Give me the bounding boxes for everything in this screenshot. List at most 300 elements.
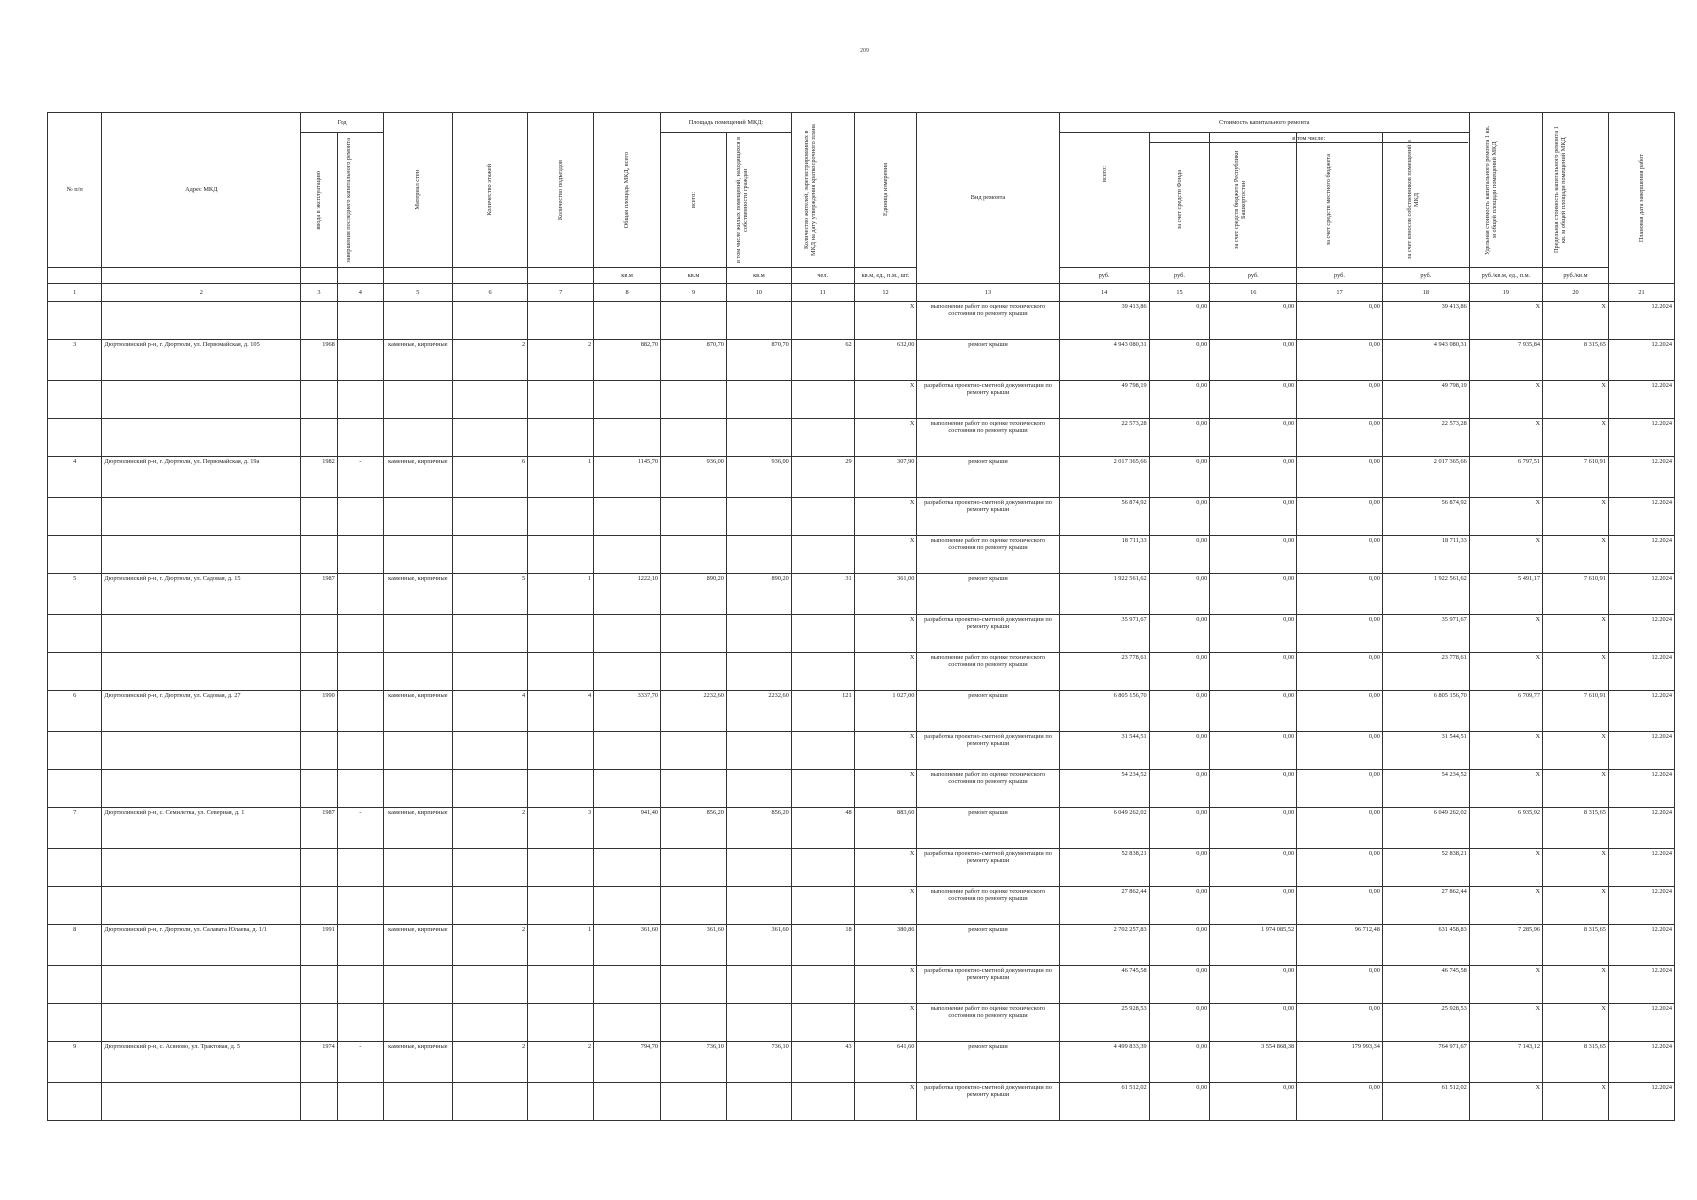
column-number: 10	[726, 284, 791, 302]
address-cell	[102, 1083, 301, 1121]
premises-area-cell	[661, 1083, 727, 1121]
address-cell	[102, 653, 301, 691]
residents-cell	[791, 615, 854, 653]
entrances-cell: 1	[528, 925, 594, 966]
cost-owners-cell: 56 874,92	[1382, 498, 1469, 536]
residents-cell	[791, 849, 854, 887]
cost-fund-cell: 0,00	[1149, 966, 1210, 1004]
header-incl: в том числе:	[1149, 135, 1468, 143]
address-cell	[102, 770, 301, 808]
header-num: № п/п	[48, 113, 102, 268]
last-repair-cell	[337, 849, 383, 887]
last-repair-cell	[337, 302, 383, 340]
cost-total-cell: 31 544,51	[1059, 732, 1149, 770]
wall-material-cell	[383, 653, 452, 691]
deadline-cell: 12.2024	[1608, 849, 1674, 887]
wall-material-cell: каменные, кирпичные	[383, 808, 452, 849]
table-row	[48, 536, 1675, 574]
cost-republic-cell: 0,00	[1210, 808, 1297, 849]
specific-cost-cell: X	[1469, 732, 1542, 770]
residents-cell	[791, 653, 854, 691]
max-cost-cell: X	[1543, 381, 1609, 419]
row-number: 5	[48, 574, 102, 615]
living-area-cell: 856,20	[726, 808, 791, 849]
work-type-cell: ремонт крыши	[917, 340, 1059, 381]
max-cost-cell: 8 315,65	[1543, 925, 1609, 966]
quantity-cell: 380,86	[854, 925, 917, 966]
floors-cell: 5	[452, 574, 527, 615]
cost-republic-cell: 0,00	[1210, 966, 1297, 1004]
cost-local-cell: 0,00	[1297, 536, 1383, 574]
year-cell	[301, 1083, 338, 1121]
total-area-cell	[594, 536, 661, 574]
max-cost-cell: X	[1543, 887, 1609, 925]
premises-area-cell: 736,10	[661, 1042, 727, 1083]
cost-fund-cell: 0,00	[1149, 536, 1210, 574]
header-year-group: Год	[301, 113, 384, 133]
last-repair-cell	[337, 536, 383, 574]
deadline-cell: 12.2024	[1608, 340, 1674, 381]
cost-fund-cell: 0,00	[1149, 457, 1210, 498]
cost-fund-cell: 0,00	[1149, 498, 1210, 536]
cost-owners-cell: 25 928,53	[1382, 1004, 1469, 1042]
floors-cell	[452, 1083, 527, 1121]
unit-cell: чел.	[791, 268, 854, 284]
premises-area-cell	[661, 966, 727, 1004]
deadline-cell: 12.2024	[1608, 457, 1674, 498]
row-number	[48, 1083, 102, 1121]
quantity-cell: X	[854, 498, 917, 536]
living-area-cell	[726, 887, 791, 925]
premises-area-cell	[661, 536, 727, 574]
address-cell	[102, 381, 301, 419]
cost-total-cell: 22 573,28	[1059, 419, 1149, 457]
specific-cost-cell: X	[1469, 1004, 1542, 1042]
entrances-cell	[528, 419, 594, 457]
premises-area-cell	[661, 615, 727, 653]
premises-area-cell	[661, 849, 727, 887]
wall-material-cell: каменные, кирпичные	[383, 925, 452, 966]
address-cell: Дюртюлинский р-н, г. Дюртюли, ул. Садовая, д. 27	[102, 691, 301, 732]
living-area-cell	[726, 419, 791, 457]
deadline-cell: 12.2024	[1608, 1042, 1674, 1083]
specific-cost-cell: X	[1469, 381, 1542, 419]
premises-area-cell	[661, 498, 727, 536]
cost-republic-cell: 0,00	[1210, 381, 1297, 419]
work-type-cell: ремонт крыши	[917, 808, 1059, 849]
cost-total-cell: 27 862,44	[1059, 887, 1149, 925]
floors-cell	[452, 1004, 527, 1042]
cost-total-cell: 2 702 257,83	[1059, 925, 1149, 966]
living-area-cell	[726, 732, 791, 770]
quantity-cell: 361,00	[854, 574, 917, 615]
address-cell	[102, 966, 301, 1004]
work-type-cell: выполнение работ по оценке технического состояния по ремонту крыши	[917, 653, 1059, 691]
wall-material-cell: каменные, кирпичные	[383, 457, 452, 498]
entrances-cell: 3	[528, 808, 594, 849]
floors-cell	[452, 381, 527, 419]
max-cost-cell: 7 610,91	[1543, 457, 1609, 498]
residents-cell	[791, 770, 854, 808]
residents-cell	[791, 1004, 854, 1042]
total-area-cell	[594, 770, 661, 808]
max-cost-cell: X	[1543, 536, 1609, 574]
entrances-cell: 1	[528, 457, 594, 498]
specific-cost-cell: 6 709,77	[1469, 691, 1542, 732]
living-area-cell	[726, 653, 791, 691]
cost-local-cell: 0,00	[1297, 849, 1383, 887]
row-number	[48, 770, 102, 808]
quantity-cell: 883,60	[854, 808, 917, 849]
unit-cell: руб.	[1059, 268, 1149, 284]
floors-cell: 2	[452, 1042, 527, 1083]
header-max-cost: Предельная стоимость капитального ремонта 1 кв. м общей площади помещений МКД	[1553, 126, 1568, 254]
deadline-cell: 12.2024	[1608, 887, 1674, 925]
living-area-cell	[726, 1004, 791, 1042]
column-number: 1	[48, 284, 102, 302]
cost-local-cell: 179 993,34	[1297, 1042, 1383, 1083]
header-cost-group: Стоимость капитального ремонта	[1059, 113, 1469, 133]
floors-cell	[452, 536, 527, 574]
table-row	[48, 574, 1675, 615]
year-cell	[301, 419, 338, 457]
residents-cell: 62	[791, 340, 854, 381]
total-area-cell: 882,70	[594, 340, 661, 381]
residents-cell	[791, 498, 854, 536]
header-work-type: Вид ремонта	[917, 113, 1059, 284]
floors-cell	[452, 498, 527, 536]
column-number: 21	[1608, 284, 1674, 302]
quantity-cell: X	[854, 887, 917, 925]
column-number: 11	[791, 284, 854, 302]
cost-local-cell: 0,00	[1297, 419, 1383, 457]
premises-area-cell: 2232,60	[661, 691, 727, 732]
specific-cost-cell: X	[1469, 536, 1542, 574]
year-cell: 1987	[301, 574, 338, 615]
row-number	[48, 966, 102, 1004]
table-row	[48, 1083, 1675, 1121]
cost-republic-cell: 0,00	[1210, 498, 1297, 536]
living-area-cell	[726, 498, 791, 536]
quantity-cell: X	[854, 419, 917, 457]
cost-local-cell: 0,00	[1297, 1004, 1383, 1042]
work-type-cell: ремонт крыши	[917, 457, 1059, 498]
total-area-cell	[594, 381, 661, 419]
row-number: 7	[48, 808, 102, 849]
column-number: 15	[1149, 284, 1210, 302]
column-number: 12	[854, 284, 917, 302]
living-area-cell: 870,70	[726, 340, 791, 381]
cost-fund-cell: 0,00	[1149, 925, 1210, 966]
entrances-cell	[528, 966, 594, 1004]
specific-cost-cell: 6 797,51	[1469, 457, 1542, 498]
specific-cost-cell: X	[1469, 849, 1542, 887]
floors-cell	[452, 419, 527, 457]
quantity-cell: X	[854, 1004, 917, 1042]
floors-cell	[452, 849, 527, 887]
total-area-cell	[594, 653, 661, 691]
work-type-cell: разработка проектно-сметной документации по ремонту крыши	[917, 966, 1059, 1004]
deadline-cell: 12.2024	[1608, 808, 1674, 849]
cost-fund-cell: 0,00	[1149, 302, 1210, 340]
address-cell	[102, 302, 301, 340]
unit-cell: кв.м	[661, 268, 727, 284]
premises-area-cell	[661, 887, 727, 925]
wall-material-cell	[383, 849, 452, 887]
floors-cell	[452, 653, 527, 691]
row-number	[48, 302, 102, 340]
max-cost-cell: X	[1543, 419, 1609, 457]
table-row	[48, 808, 1675, 849]
cost-owners-cell: 631 458,83	[1382, 925, 1469, 966]
floors-cell: 2	[452, 925, 527, 966]
column-number: 2	[102, 284, 301, 302]
wall-material-cell	[383, 1083, 452, 1121]
table-row	[48, 457, 1675, 498]
row-number	[48, 732, 102, 770]
cost-republic-cell: 0,00	[1210, 457, 1297, 498]
specific-cost-cell: X	[1469, 770, 1542, 808]
cost-republic-cell: 0,00	[1210, 732, 1297, 770]
premises-area-cell	[661, 381, 727, 419]
deadline-cell: 12.2024	[1608, 574, 1674, 615]
living-area-cell: 361,60	[726, 925, 791, 966]
living-area-cell: 936,00	[726, 457, 791, 498]
deadline-cell: 12.2024	[1608, 732, 1674, 770]
residents-cell	[791, 302, 854, 340]
deadline-cell: 12.2024	[1608, 498, 1674, 536]
header-address: Адрес МКД	[102, 113, 301, 268]
max-cost-cell: 7 610,91	[1543, 574, 1609, 615]
total-area-cell	[594, 615, 661, 653]
specific-cost-cell: 7 285,96	[1469, 925, 1542, 966]
cost-local-cell: 0,00	[1297, 691, 1383, 732]
quantity-cell: X	[854, 381, 917, 419]
unit-cell: руб.	[1149, 268, 1210, 284]
unit-cell: руб.	[1297, 268, 1383, 284]
residents-cell	[791, 419, 854, 457]
floors-cell	[452, 966, 527, 1004]
deadline-cell: 12.2024	[1608, 925, 1674, 966]
table-row	[48, 653, 1675, 691]
deadline-cell: 12.2024	[1608, 691, 1674, 732]
header-cost-total: всего:	[1100, 166, 1108, 182]
cost-total-cell: 35 971,67	[1059, 615, 1149, 653]
living-area-cell	[726, 536, 791, 574]
address-cell: Дюртюлинский р-н, с. Асяново, ул. Трактовая, д. 5	[102, 1042, 301, 1083]
floors-cell: 2	[452, 340, 527, 381]
cost-republic-cell: 0,00	[1210, 849, 1297, 887]
last-repair-cell: -	[337, 1042, 383, 1083]
premises-area-cell	[661, 419, 727, 457]
cost-fund-cell: 0,00	[1149, 1004, 1210, 1042]
year-cell	[301, 732, 338, 770]
table-row	[48, 1004, 1675, 1042]
total-area-cell	[594, 498, 661, 536]
header-year-last-repair: завершения последнего капитального ремонта	[345, 137, 353, 263]
wall-material-cell	[383, 615, 452, 653]
cost-total-cell: 61 512,02	[1059, 1083, 1149, 1121]
column-number: 13	[917, 284, 1059, 302]
premises-area-cell: 890,20	[661, 574, 727, 615]
work-type-cell: выполнение работ по оценке технического состояния по ремонту крыши	[917, 1004, 1059, 1042]
address-cell	[102, 419, 301, 457]
entrances-cell: 1	[528, 574, 594, 615]
premises-area-cell: 856,20	[661, 808, 727, 849]
cost-local-cell: 0,00	[1297, 498, 1383, 536]
max-cost-cell: 7 610,91	[1543, 691, 1609, 732]
cost-total-cell: 25 928,53	[1059, 1004, 1149, 1042]
living-area-cell	[726, 966, 791, 1004]
header-unit: Единица измерения	[881, 163, 889, 217]
residents-cell	[791, 732, 854, 770]
wall-material-cell: каменные, кирпичные	[383, 340, 452, 381]
header-floors: Количество этажей	[486, 164, 494, 216]
total-area-cell	[594, 302, 661, 340]
wall-material-cell	[383, 887, 452, 925]
floors-cell: 4	[452, 691, 527, 732]
residents-cell	[791, 1083, 854, 1121]
cost-fund-cell: 0,00	[1149, 732, 1210, 770]
table-row	[48, 615, 1675, 653]
row-number	[48, 887, 102, 925]
specific-cost-cell: 7 143,12	[1469, 1042, 1542, 1083]
quantity-cell: X	[854, 732, 917, 770]
entrances-cell	[528, 887, 594, 925]
quantity-cell: 641,60	[854, 1042, 917, 1083]
cost-total-cell: 6 805 156,70	[1059, 691, 1149, 732]
premises-area-cell	[661, 653, 727, 691]
residents-cell: 29	[791, 457, 854, 498]
cost-fund-cell: 0,00	[1149, 615, 1210, 653]
floors-cell	[452, 732, 527, 770]
wall-material-cell	[383, 381, 452, 419]
entrances-cell	[528, 1083, 594, 1121]
column-number: 4	[337, 284, 383, 302]
cost-republic-cell: 0,00	[1210, 770, 1297, 808]
residents-cell: 121	[791, 691, 854, 732]
last-repair-cell	[337, 574, 383, 615]
work-type-cell: ремонт крыши	[917, 1042, 1059, 1083]
cost-local-cell: 96 712,48	[1297, 925, 1383, 966]
quantity-cell: X	[854, 653, 917, 691]
column-number: 20	[1543, 284, 1609, 302]
table-row	[48, 849, 1675, 887]
unit-cell: кв.м	[594, 268, 661, 284]
cost-total-cell: 18 711,33	[1059, 536, 1149, 574]
header-deadline: Плановая дата завершения работ	[1637, 153, 1645, 243]
living-area-cell: 2232,60	[726, 691, 791, 732]
specific-cost-cell: X	[1469, 419, 1542, 457]
max-cost-cell: X	[1543, 302, 1609, 340]
column-number: 17	[1297, 284, 1383, 302]
header-cost-local: за счет средств местного бюджета	[1324, 154, 1332, 246]
row-number	[48, 536, 102, 574]
cost-republic-cell: 0,00	[1210, 340, 1297, 381]
residents-cell: 48	[791, 808, 854, 849]
cost-owners-cell: 4 943 080,31	[1382, 340, 1469, 381]
entrances-cell: 2	[528, 340, 594, 381]
cost-local-cell: 0,00	[1297, 966, 1383, 1004]
row-number: 9	[48, 1042, 102, 1083]
cost-owners-cell: 2 017 365,66	[1382, 457, 1469, 498]
header-premises-living: в том числе жилых помещений, находящихся в собственности граждан	[734, 136, 750, 264]
quantity-cell: X	[854, 615, 917, 653]
year-cell	[301, 615, 338, 653]
quantity-cell: X	[854, 302, 917, 340]
wall-material-cell: каменные, кирпичные	[383, 1042, 452, 1083]
quantity-cell: X	[854, 536, 917, 574]
deadline-cell: 12.2024	[1608, 536, 1674, 574]
last-repair-cell	[337, 691, 383, 732]
deadline-cell: 12.2024	[1608, 1083, 1674, 1121]
quantity-cell: 632,00	[854, 340, 917, 381]
cost-owners-cell: 23 778,61	[1382, 653, 1469, 691]
quantity-cell: 307,90	[854, 457, 917, 498]
row-number	[48, 381, 102, 419]
wall-material-cell	[383, 966, 452, 1004]
cost-owners-cell: 1 922 561,62	[1382, 574, 1469, 615]
address-cell	[102, 1004, 301, 1042]
column-number: 5	[383, 284, 452, 302]
total-area-cell: 361,60	[594, 925, 661, 966]
cost-total-cell: 6 049 262,02	[1059, 808, 1149, 849]
cost-total-cell: 46 745,58	[1059, 966, 1149, 1004]
residents-cell: 31	[791, 574, 854, 615]
row-number	[48, 653, 102, 691]
cost-total-cell: 23 778,61	[1059, 653, 1149, 691]
quantity-cell: X	[854, 849, 917, 887]
header-incl-anchor	[1062, 166, 1147, 266]
cost-fund-cell: 0,00	[1149, 419, 1210, 457]
premises-area-cell	[661, 732, 727, 770]
table-row	[48, 302, 1675, 340]
cost-local-cell: 0,00	[1297, 653, 1383, 691]
deadline-cell: 12.2024	[1608, 381, 1674, 419]
quantity-cell: 1 027,00	[854, 691, 917, 732]
cost-total-cell: 2 017 365,66	[1059, 457, 1149, 498]
last-repair-cell	[337, 887, 383, 925]
table-row	[48, 498, 1675, 536]
max-cost-cell: X	[1543, 653, 1609, 691]
cost-owners-cell: 6 805 156,70	[1382, 691, 1469, 732]
last-repair-cell	[337, 770, 383, 808]
cost-owners-cell: 18 711,33	[1382, 536, 1469, 574]
total-area-cell	[594, 1083, 661, 1121]
total-area-cell	[594, 419, 661, 457]
last-repair-cell	[337, 653, 383, 691]
entrances-cell	[528, 536, 594, 574]
work-type-cell: выполнение работ по оценке технического состояния по ремонту крыши	[917, 419, 1059, 457]
address-cell	[102, 849, 301, 887]
capital-repair-table	[47, 112, 1675, 1121]
work-type-cell: ремонт крыши	[917, 574, 1059, 615]
table-row	[48, 1042, 1675, 1083]
last-repair-cell	[337, 381, 383, 419]
column-number: 3	[301, 284, 338, 302]
residents-cell: 43	[791, 1042, 854, 1083]
wall-material-cell	[383, 498, 452, 536]
header-premises-total: всего:	[689, 192, 697, 208]
year-cell	[301, 381, 338, 419]
max-cost-cell: 8 315,65	[1543, 1042, 1609, 1083]
deadline-cell: 12.2024	[1608, 615, 1674, 653]
address-cell	[102, 498, 301, 536]
specific-cost-cell: X	[1469, 615, 1542, 653]
year-cell: 1968	[301, 340, 338, 381]
total-area-cell: 3337,70	[594, 691, 661, 732]
max-cost-cell: 8 315,65	[1543, 808, 1609, 849]
